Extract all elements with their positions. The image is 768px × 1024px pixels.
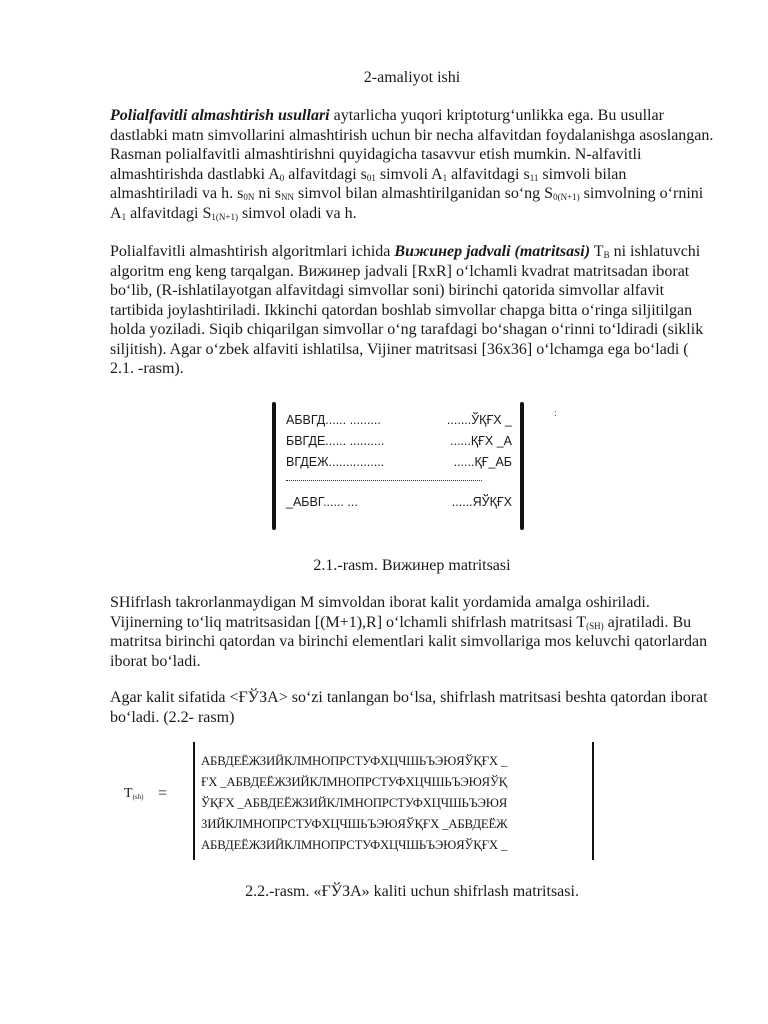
page-title: 2-amaliyot ishi [363,69,461,86]
term-vigenere-matrix: Вижинер jadvali (matritsasi) [394,243,591,260]
matrix-left-bracket [272,402,276,530]
matrix-right-bracket [592,742,594,860]
matrix-row: ЗИЙКЛМНОПРСТУФХЦЧШЬЪЭЮЯЎҚҒХ _АБВДЕЁЖ [201,817,508,831]
matrix-row: ҒХ _АБВДЕЁЖЗИЙКЛМНОПРСТУФХЦЧШЬЪЭЮЯЎҚ [201,775,508,789]
matrix-row: ЎҚҒХ _АБВДЕЁЖЗИЙКЛМНОПРСТУФХЦЧШЬЪЭЮЯ [201,796,508,810]
matrix-row: АБВДЕЁЖЗИЙКЛМНОПРСТУФХЦЧШЬЪЭЮЯЎҚҒХ _ [201,754,508,768]
paragraph-encryption-key: SHifrlash takrorlanmaydigan M simvoldan iborat kalit yordamida amalga oshiriladi. Vijinerning to‘liq matritsasidan [(M+1),R] o‘lchamli shifrlash matritsasi $T_{(SH)}$ ajratiladi. Bu matritsa birinchi qatordan va birinchi elementlari kalit simvollariga mos keluvchi qatorlardan iborat bo‘ladi. [110,594,708,670]
matrix-row: АБВДЕЁЖЗИЙКЛМНОПРСТУФХЦЧШЬЪЭЮЯЎҚҒХ _ [201,838,508,852]
equals-sign: = [158,785,168,802]
encryption-matrix-figure [193,742,597,860]
figure-1-caption: 2.1.-rasm. Вижинер matritsasi [313,557,511,574]
matrix-right-bracket [520,402,524,530]
matrix-label: $T_{(sh)}$ [124,786,144,801]
paragraph-key-example: Agar kalit sifatida <ҒЎЗА> so‘zi tanlangan bo‘lsa, shifrlash matritsasi beshta qatordan iborat bo‘ladi. (2.2- rasm) [110,689,708,726]
vigenere-matrix-figure: АБВГД...... ......... .......ЎҚҒХ _ БВГДЕ...... .......... ......ҚҒХ _А ВГДЕЖ................ ......ҚҒ_АБ _АБВГ...... ... ......ЯЎҚҒХ [272,402,528,530]
paragraph-polyalphabetic-intro: Polialfavitli almashtirish usullari aytarlicha yuqori kriptoturg‘unlikka ega. Bu usullar dastlabki matn simvollarini almashtirish uchun bir necha alfavitdan foydalanishga asoslangan. Rasman polialfavitli almashtirishni quyidagicha tasavvur etish mumkin. N-alfavitli almashtirishda dastlabki $A_0$ alfavitdagi $s_{01}$ simvoli $A_1$ alfavitdagi $s_{11}$ simvoli bilan almashtiriladi va h. $s_{0N}$ ni $s_{NN}$ simvol bilan almashtirilganidan so‘ng $S_{0(N+1)}$ simvolning o‘rnini $A_1$ alfavitdagi $S_{1(N+1)}$ simvol oladi va h. [110,107,714,222]
paragraph-vigenere-table: Polialfavitli almashtirish algoritmlari ichida Вижинер jadvali (matritsasi) $T_B$ ni ishlatuvchi algoritm eng keng tarqalgan. Вижинер jadvali [RxR] o‘lchamli kvadrat matritsadan iborat bo‘lib, (R-ishlatilayotgan alfavitdagi simvollar soni) birinchi qatorida simvollar alfavit tartibida joylashtiriladi. Ikkinchi qatordan boshlab simvollar chapga bitta o‘ringa siljitilgan holda yoziladi. Siqib chiqarilgan simvollar o‘ng tarafdagi bo‘shagan o‘rinni to‘ldiradi (siklik siljitish). Agar o‘zbek alfaviti ishlatilsa, Vijiner matritsasi [36x36] o‘lchamga ega bo‘ladi ( 2.1. -rasm). [110,243,704,377]
term-polialfavitli: Polialfavitli almashtirish usullari [110,107,330,124]
matrix-left-bracket [193,742,195,860]
figure-2-caption: 2.2.-rasm. «ҒЎЗА» kaliti uchun shifrlash matritsasi. [245,883,579,900]
stray-mark: : [554,408,557,419]
matrix-dotted-row [286,480,482,481]
